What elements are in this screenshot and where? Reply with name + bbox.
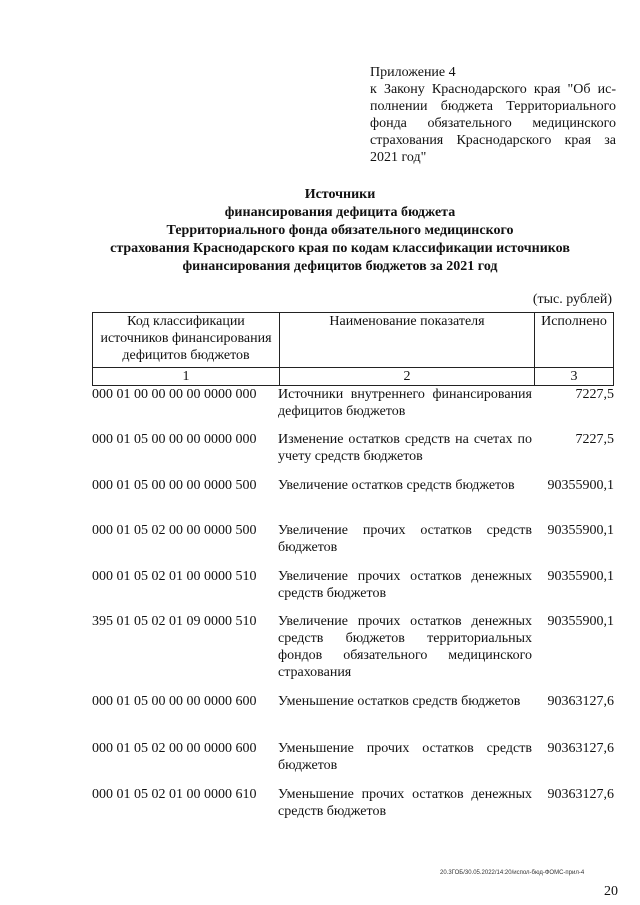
table-row xyxy=(92,693,614,740)
title-line: финансирования дефицита бюджета xyxy=(224,205,456,220)
row-name: Источники внутреннего финансирования дефицитов бюджетов xyxy=(278,387,532,419)
row-name: Увеличение прочих остатков денежных средств бюджетов xyxy=(278,569,532,601)
appendix-line: фонда обязательного медицинского xyxy=(370,116,616,131)
table-row xyxy=(92,386,614,431)
row-value: 90355900,1 xyxy=(547,478,614,493)
table-row xyxy=(92,522,614,568)
row-name: Уменьшение прочих остатков средств бюджетов xyxy=(278,741,532,773)
table-row xyxy=(92,431,614,477)
row-value: 90355900,1 xyxy=(547,614,614,629)
footer-stamp: 20.3ГОБ/30.05.2022/14:20/испол-бюд-ФОМС-прил-4 xyxy=(440,870,585,876)
row-code: 000 01 05 00 00 00 0000 600 xyxy=(92,694,257,709)
table-row xyxy=(92,740,614,786)
table-row xyxy=(92,568,614,613)
header-code: Код классификации источников финансирования дефицитов бюджетов xyxy=(93,313,280,368)
row-value: 90355900,1 xyxy=(547,523,614,538)
appendix-line: полнении бюджета Территориального xyxy=(370,99,616,114)
row-value: 90363127,6 xyxy=(547,787,614,802)
document-title xyxy=(60,186,620,276)
row-code: 000 01 05 02 01 00 0000 510 xyxy=(92,569,257,584)
header-name: Наименование показателя xyxy=(280,313,535,368)
row-code: 000 01 00 00 00 00 0000 000 xyxy=(92,387,257,402)
page-number: 20 xyxy=(604,884,618,899)
row-value: 90355900,1 xyxy=(547,569,614,584)
col-number-2: 2 xyxy=(280,368,535,386)
appendix-line: Приложение 4 xyxy=(370,65,456,80)
row-value: 90363127,6 xyxy=(547,694,614,709)
table-body xyxy=(92,386,614,826)
row-name: Увеличение прочих остатков средств бюджетов xyxy=(278,523,532,555)
row-name: Увеличение остатков средств бюджетов xyxy=(278,478,515,493)
header-value: Исполнено xyxy=(535,313,614,368)
col-number-1: 1 xyxy=(93,368,280,386)
row-code: 000 01 05 02 00 00 0000 600 xyxy=(92,741,257,756)
row-name: Увеличение прочих остатков денежных средств бюджетов территориальных фондов обязательного медицинского страхования xyxy=(278,614,532,680)
table-row xyxy=(92,613,614,693)
appendix-line: страхования Краснодарского края за xyxy=(370,133,616,148)
row-name: Уменьшение прочих остатков денежных средств бюджетов xyxy=(278,787,532,819)
row-value: 7227,5 xyxy=(575,432,614,447)
row-value: 90363127,6 xyxy=(547,741,614,756)
appendix-line: 2021 год" xyxy=(370,150,427,165)
title-line: Территориального фонда обязательного медицинского xyxy=(166,223,514,238)
appendix-line: к Закону Краснодарского края "Об ис- xyxy=(370,82,616,97)
row-value: 7227,5 xyxy=(575,387,614,402)
row-code: 000 01 05 00 00 00 0000 500 xyxy=(92,478,257,493)
title-line: финансирования дефицитов бюджетов за 2021 год xyxy=(182,259,498,274)
appendix-note xyxy=(370,64,616,166)
row-name: Уменьшение остатков средств бюджетов xyxy=(278,694,521,709)
table-row xyxy=(92,786,614,826)
row-code: 000 01 05 02 00 00 0000 500 xyxy=(92,523,257,538)
row-name: Изменение остатков средств на счетах по учету средств бюджетов xyxy=(278,432,532,464)
units-label: (тыс. рублей) xyxy=(532,292,612,307)
title-line: страхования Краснодарского края по кодам классификации источников xyxy=(110,241,570,256)
title-line: Источники xyxy=(304,187,376,202)
table-header xyxy=(92,312,614,386)
col-number-3: 3 xyxy=(535,368,614,386)
table-row xyxy=(92,477,614,522)
row-code: 000 01 05 02 01 00 0000 610 xyxy=(92,787,257,802)
row-code: 000 01 05 00 00 00 0000 000 xyxy=(92,432,257,447)
row-code: 395 01 05 02 01 09 0000 510 xyxy=(92,614,257,629)
